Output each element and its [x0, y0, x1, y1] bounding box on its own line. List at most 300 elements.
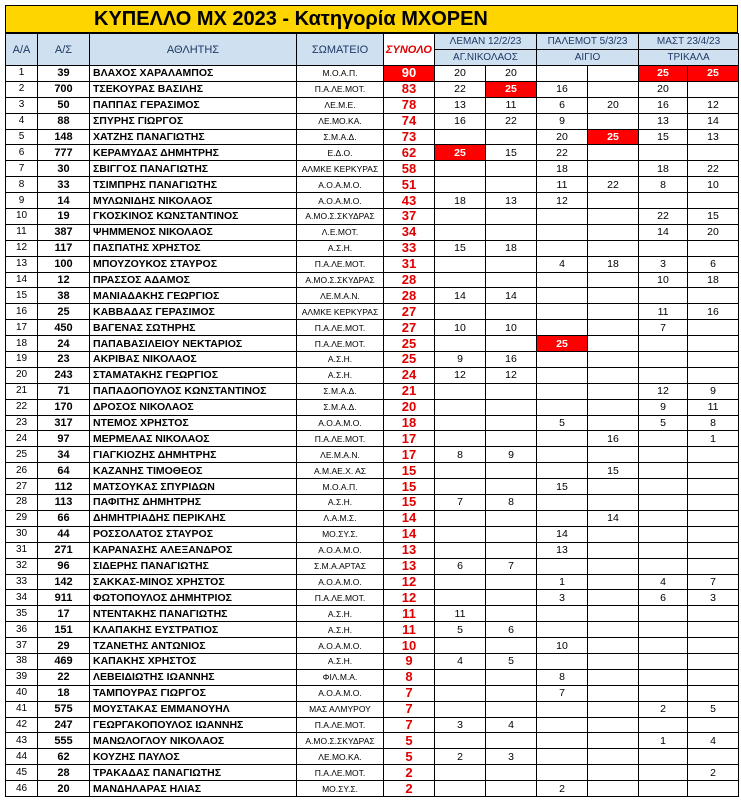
points-cell[interactable]: [588, 542, 639, 558]
points-cell[interactable]: [435, 431, 486, 447]
points-cell[interactable]: [639, 669, 688, 685]
table-row[interactable]: [6, 558, 739, 574]
points-cell[interactable]: [435, 177, 486, 193]
points-cell[interactable]: [588, 367, 639, 383]
points-cell[interactable]: [688, 288, 739, 304]
row-index-cell[interactable]: 19: [6, 352, 38, 368]
points-cell[interactable]: [588, 399, 639, 415]
points-cell[interactable]: 13: [537, 542, 588, 558]
row-index-cell[interactable]: 20: [6, 367, 38, 383]
athlete-name-cell[interactable]: ΔΗΜΗΤΡΙΑΔΗΣ ΠΕΡΙΚΛΗΣ: [90, 510, 297, 526]
points-cell[interactable]: [486, 701, 537, 717]
race-number-cell[interactable]: 71: [38, 383, 90, 399]
race-number-cell[interactable]: 469: [38, 653, 90, 669]
club-cell[interactable]: Π.Α.ΛΕ.ΜΟΤ.: [297, 81, 384, 97]
points-cell[interactable]: [435, 415, 486, 431]
athlete-name-cell[interactable]: ΜΥΛΩΝΙΔΗΣ ΝΙΚΟΛΑΟΣ: [90, 193, 297, 209]
total-points-cell[interactable]: 73: [384, 129, 435, 145]
points-cell[interactable]: 16: [435, 113, 486, 129]
athlete-name-cell[interactable]: ΠΑΠΑΒΑΣΙΛΕΙΟΥ ΝΕΚΤΑΡΙΟΣ: [90, 336, 297, 352]
athlete-name-cell[interactable]: ΓΙΑΓΚΙΟΖΗΣ ΔΗΜΗΤΡΗΣ: [90, 447, 297, 463]
points-cell[interactable]: 2: [537, 781, 588, 797]
race-number-cell[interactable]: 33: [38, 177, 90, 193]
points-cell[interactable]: 14: [486, 288, 537, 304]
points-cell[interactable]: 3: [486, 749, 537, 765]
athlete-name-cell[interactable]: ΒΑΓΕΝΑΣ ΣΩΤΗΡΗΣ: [90, 320, 297, 336]
athlete-name-cell[interactable]: ΠΑΦΙΤΗΣ ΔΗΜΗΤΡΗΣ: [90, 495, 297, 511]
points-cell[interactable]: 10: [537, 638, 588, 654]
race-number-cell[interactable]: 18: [38, 685, 90, 701]
points-cell[interactable]: [486, 463, 537, 479]
points-cell[interactable]: [588, 209, 639, 225]
points-cell[interactable]: [435, 574, 486, 590]
club-cell[interactable]: ΑΛΜΚΕ ΚΕΡΚΥΡΑΣ: [297, 304, 384, 320]
table-row[interactable]: [6, 97, 739, 113]
athlete-name-cell[interactable]: ΤΡΑΚΑΔΑΣ ΠΑΝΑΓΙΩΤΗΣ: [90, 765, 297, 781]
club-cell[interactable]: Α.Σ.Η.: [297, 367, 384, 383]
race-number-cell[interactable]: 30: [38, 161, 90, 177]
points-cell[interactable]: [435, 781, 486, 797]
points-cell[interactable]: [588, 685, 639, 701]
points-cell[interactable]: [435, 209, 486, 225]
row-index-cell[interactable]: 30: [6, 526, 38, 542]
points-cell[interactable]: 3: [639, 256, 688, 272]
race-number-cell[interactable]: 777: [38, 145, 90, 161]
race-number-cell[interactable]: 100: [38, 256, 90, 272]
table-row[interactable]: [6, 590, 739, 606]
athlete-name-cell[interactable]: ΚΑΠΑΚΗΣ ΧΡΗΣΤΟΣ: [90, 653, 297, 669]
points-cell[interactable]: [486, 479, 537, 495]
club-cell[interactable]: Π.Α.ΛΕ.ΜΟΤ.: [297, 336, 384, 352]
header-event-3[interactable]: ΜΑΣΤ 23/4/23: [639, 34, 739, 50]
header-event-2[interactable]: ΠΑΛΕΜΟΤ 5/3/23: [537, 34, 639, 50]
points-cell[interactable]: [537, 224, 588, 240]
total-points-cell[interactable]: 15: [384, 479, 435, 495]
points-cell[interactable]: [435, 336, 486, 352]
row-index-cell[interactable]: 15: [6, 288, 38, 304]
points-cell[interactable]: 8: [486, 495, 537, 511]
row-index-cell[interactable]: 16: [6, 304, 38, 320]
points-cell[interactable]: [688, 336, 739, 352]
points-cell[interactable]: [639, 622, 688, 638]
table-row[interactable]: [6, 352, 739, 368]
points-cell[interactable]: [639, 336, 688, 352]
club-cell[interactable]: Λ.Ε.ΜΟΤ.: [297, 224, 384, 240]
points-cell[interactable]: [688, 638, 739, 654]
total-points-cell[interactable]: 13: [384, 542, 435, 558]
table-row[interactable]: [6, 574, 739, 590]
club-cell[interactable]: Λ.Α.Μ.Σ.: [297, 510, 384, 526]
points-cell[interactable]: 12: [435, 367, 486, 383]
points-cell[interactable]: [639, 606, 688, 622]
athlete-name-cell[interactable]: ΣΤΑΜΑΤΑΚΗΣ ΓΕΩΡΓΙΟΣ: [90, 367, 297, 383]
table-row[interactable]: [6, 193, 739, 209]
points-cell[interactable]: 20: [537, 129, 588, 145]
athlete-name-cell[interactable]: ΜΑΝΔΗΛΑΡΑΣ ΗΛΙΑΣ: [90, 781, 297, 797]
points-cell[interactable]: [588, 526, 639, 542]
points-cell[interactable]: 2: [639, 701, 688, 717]
club-cell[interactable]: Α.ΜΟ.Σ.ΣΚΥΔΡΑΣ: [297, 209, 384, 225]
row-index-cell[interactable]: 22: [6, 399, 38, 415]
points-cell[interactable]: [588, 272, 639, 288]
athlete-name-cell[interactable]: ΜΑΝΙΑΔΑΚΗΣ ΓΕΩΡΓΙΟΣ: [90, 288, 297, 304]
row-index-cell[interactable]: 6: [6, 145, 38, 161]
total-points-cell[interactable]: 17: [384, 447, 435, 463]
points-cell[interactable]: [639, 495, 688, 511]
points-cell[interactable]: 16: [486, 352, 537, 368]
total-points-cell[interactable]: 43: [384, 193, 435, 209]
total-points-cell[interactable]: 83: [384, 81, 435, 97]
points-cell[interactable]: [435, 526, 486, 542]
header-number[interactable]: Α/Σ: [38, 34, 90, 66]
club-cell[interactable]: ΛΕ.ΜΟ.ΚΑ.: [297, 113, 384, 129]
points-cell[interactable]: 13: [639, 113, 688, 129]
table-row[interactable]: [6, 272, 739, 288]
race-number-cell[interactable]: 555: [38, 733, 90, 749]
club-cell[interactable]: Α.Μ.ΑΕ.Χ. ΑΣ: [297, 463, 384, 479]
points-cell[interactable]: [639, 288, 688, 304]
points-cell[interactable]: 25: [639, 66, 688, 82]
points-cell[interactable]: [486, 606, 537, 622]
total-points-cell[interactable]: 90: [384, 66, 435, 82]
race-number-cell[interactable]: 387: [38, 224, 90, 240]
points-cell[interactable]: [688, 717, 739, 733]
points-cell[interactable]: 20: [435, 66, 486, 82]
points-cell[interactable]: [639, 653, 688, 669]
points-cell[interactable]: 5: [435, 622, 486, 638]
points-cell[interactable]: [588, 638, 639, 654]
race-number-cell[interactable]: 88: [38, 113, 90, 129]
points-cell[interactable]: [486, 129, 537, 145]
points-cell[interactable]: 18: [435, 193, 486, 209]
race-number-cell[interactable]: 96: [38, 558, 90, 574]
athlete-name-cell[interactable]: ΛΕΒΕΙΔΙΩΤΗΣ ΙΩΑΝΝΗΣ: [90, 669, 297, 685]
total-points-cell[interactable]: 17: [384, 431, 435, 447]
points-cell[interactable]: [537, 701, 588, 717]
athlete-name-cell[interactable]: ΓΚΟΣΚΙΝΟΣ ΚΩΝΣΤΑΝΤΙΝΟΣ: [90, 209, 297, 225]
row-index-cell[interactable]: 34: [6, 590, 38, 606]
points-cell[interactable]: 14: [588, 510, 639, 526]
points-cell[interactable]: [486, 431, 537, 447]
points-cell[interactable]: 12: [639, 383, 688, 399]
points-cell[interactable]: [588, 113, 639, 129]
total-points-cell[interactable]: 25: [384, 352, 435, 368]
row-index-cell[interactable]: 37: [6, 638, 38, 654]
points-cell[interactable]: [435, 304, 486, 320]
total-points-cell[interactable]: 11: [384, 606, 435, 622]
points-cell[interactable]: 9: [435, 352, 486, 368]
club-cell[interactable]: Π.Α.ΛΕ.ΜΟΤ.: [297, 320, 384, 336]
points-cell[interactable]: 22: [435, 81, 486, 97]
athlete-name-cell[interactable]: ΒΛΑΧΟΣ ΧΑΡΑΛΑΜΠΟΣ: [90, 66, 297, 82]
points-cell[interactable]: 4: [639, 574, 688, 590]
race-number-cell[interactable]: 271: [38, 542, 90, 558]
points-cell[interactable]: 13: [688, 129, 739, 145]
points-cell[interactable]: [486, 161, 537, 177]
points-cell[interactable]: [588, 495, 639, 511]
athlete-name-cell[interactable]: ΑΚΡΙΒΑΣ ΝΙΚΟΛΑΟΣ: [90, 352, 297, 368]
club-cell[interactable]: ΜΟ.ΣΥ.Σ.: [297, 526, 384, 542]
points-cell[interactable]: [639, 193, 688, 209]
points-cell[interactable]: [688, 622, 739, 638]
athlete-name-cell[interactable]: ΠΑΣΠΑΤΗΣ ΧΡΗΣΤΟΣ: [90, 240, 297, 256]
points-cell[interactable]: [688, 669, 739, 685]
table-row[interactable]: [6, 479, 739, 495]
points-cell[interactable]: [537, 383, 588, 399]
points-cell[interactable]: [486, 304, 537, 320]
total-points-cell[interactable]: 2: [384, 765, 435, 781]
total-points-cell[interactable]: 33: [384, 240, 435, 256]
points-cell[interactable]: [486, 542, 537, 558]
points-cell[interactable]: [588, 717, 639, 733]
table-row[interactable]: [6, 320, 739, 336]
table-row[interactable]: [6, 638, 739, 654]
points-cell[interactable]: 20: [688, 224, 739, 240]
points-cell[interactable]: [435, 479, 486, 495]
points-cell[interactable]: 7: [486, 558, 537, 574]
points-cell[interactable]: 15: [537, 479, 588, 495]
table-row[interactable]: [6, 336, 739, 352]
points-cell[interactable]: [537, 272, 588, 288]
header-event-1[interactable]: ΛΕΜΑΝ 12/2/23: [435, 34, 537, 50]
points-cell[interactable]: 9: [486, 447, 537, 463]
points-cell[interactable]: [588, 193, 639, 209]
row-index-cell[interactable]: 21: [6, 383, 38, 399]
row-index-cell[interactable]: 2: [6, 81, 38, 97]
total-points-cell[interactable]: 34: [384, 224, 435, 240]
points-cell[interactable]: [639, 542, 688, 558]
points-cell[interactable]: 4: [486, 717, 537, 733]
points-cell[interactable]: 7: [688, 574, 739, 590]
race-number-cell[interactable]: 117: [38, 240, 90, 256]
points-cell[interactable]: [588, 304, 639, 320]
athlete-name-cell[interactable]: ΤΣΕΚΟΥΡΑΣ ΒΑΣΙΛΗΣ: [90, 81, 297, 97]
club-cell[interactable]: Α.Σ.Η.: [297, 495, 384, 511]
points-cell[interactable]: [688, 145, 739, 161]
points-cell[interactable]: 13: [486, 193, 537, 209]
table-row[interactable]: [6, 129, 739, 145]
row-index-cell[interactable]: 1: [6, 66, 38, 82]
total-points-cell[interactable]: 74: [384, 113, 435, 129]
points-cell[interactable]: [639, 558, 688, 574]
points-cell[interactable]: 11: [486, 97, 537, 113]
points-cell[interactable]: [688, 352, 739, 368]
points-cell[interactable]: 3: [435, 717, 486, 733]
club-cell[interactable]: Α.Ο.Α.Μ.Ο.: [297, 574, 384, 590]
table-row[interactable]: [6, 240, 739, 256]
points-cell[interactable]: 18: [588, 256, 639, 272]
points-cell[interactable]: [486, 256, 537, 272]
club-cell[interactable]: Α.Σ.Η.: [297, 352, 384, 368]
table-row[interactable]: [6, 66, 739, 82]
points-cell[interactable]: [537, 240, 588, 256]
header-venue-2[interactable]: ΑΙΓΙΟ: [537, 50, 639, 66]
points-cell[interactable]: [486, 590, 537, 606]
total-points-cell[interactable]: 27: [384, 304, 435, 320]
points-cell[interactable]: [588, 590, 639, 606]
athlete-name-cell[interactable]: ΜΠΟΥΖΟΥΚΟΣ ΣΤΑΥΡΟΣ: [90, 256, 297, 272]
points-cell[interactable]: [688, 447, 739, 463]
points-cell[interactable]: [588, 240, 639, 256]
table-row[interactable]: [6, 224, 739, 240]
row-index-cell[interactable]: 11: [6, 224, 38, 240]
total-points-cell[interactable]: 14: [384, 526, 435, 542]
points-cell[interactable]: [688, 510, 739, 526]
table-row[interactable]: [6, 463, 739, 479]
points-cell[interactable]: [486, 685, 537, 701]
points-cell[interactable]: [588, 224, 639, 240]
points-cell[interactable]: [486, 765, 537, 781]
race-number-cell[interactable]: 700: [38, 81, 90, 97]
athlete-name-cell[interactable]: ΤΣΙΜΠΡΗΣ ΠΑΝΑΓΙΩΤΗΣ: [90, 177, 297, 193]
athlete-name-cell[interactable]: ΜΕΡΜΕΛΑΣ ΝΙΚΟΛΑΟΣ: [90, 431, 297, 447]
table-row[interactable]: [6, 431, 739, 447]
points-cell[interactable]: [537, 653, 588, 669]
points-cell[interactable]: [588, 288, 639, 304]
points-cell[interactable]: 20: [639, 81, 688, 97]
points-cell[interactable]: [588, 606, 639, 622]
table-row[interactable]: [6, 288, 739, 304]
points-cell[interactable]: [435, 272, 486, 288]
points-cell[interactable]: 5: [639, 415, 688, 431]
points-cell[interactable]: 20: [486, 66, 537, 82]
points-cell[interactable]: [639, 510, 688, 526]
table-row[interactable]: [6, 113, 739, 129]
points-cell[interactable]: 18: [639, 161, 688, 177]
points-cell[interactable]: 22: [486, 113, 537, 129]
points-cell[interactable]: [486, 224, 537, 240]
points-cell[interactable]: [639, 447, 688, 463]
athlete-name-cell[interactable]: ΚΑΡΑΝΑΣΗΣ ΑΛΕΞΑΝΔΡΟΣ: [90, 542, 297, 558]
points-cell[interactable]: [688, 479, 739, 495]
points-cell[interactable]: [639, 463, 688, 479]
points-cell[interactable]: 7: [435, 495, 486, 511]
points-cell[interactable]: [537, 717, 588, 733]
row-index-cell[interactable]: 32: [6, 558, 38, 574]
points-cell[interactable]: 15: [435, 240, 486, 256]
points-cell[interactable]: 22: [639, 209, 688, 225]
race-number-cell[interactable]: 148: [38, 129, 90, 145]
row-index-cell[interactable]: 40: [6, 685, 38, 701]
points-cell[interactable]: [435, 685, 486, 701]
points-cell[interactable]: [588, 66, 639, 82]
points-cell[interactable]: [588, 352, 639, 368]
total-points-cell[interactable]: 62: [384, 145, 435, 161]
points-cell[interactable]: [639, 765, 688, 781]
club-cell[interactable]: Α.Ο.Α.Μ.Ο.: [297, 542, 384, 558]
points-cell[interactable]: [486, 399, 537, 415]
points-cell[interactable]: 3: [688, 590, 739, 606]
club-cell[interactable]: Α.Ο.Α.Μ.Ο.: [297, 638, 384, 654]
race-number-cell[interactable]: 113: [38, 495, 90, 511]
race-number-cell[interactable]: 911: [38, 590, 90, 606]
points-cell[interactable]: [639, 367, 688, 383]
points-cell[interactable]: [588, 81, 639, 97]
total-points-cell[interactable]: 28: [384, 288, 435, 304]
points-cell[interactable]: 4: [688, 733, 739, 749]
total-points-cell[interactable]: 28: [384, 272, 435, 288]
race-number-cell[interactable]: 50: [38, 97, 90, 113]
total-points-cell[interactable]: 12: [384, 574, 435, 590]
points-cell[interactable]: [486, 272, 537, 288]
points-cell[interactable]: [688, 781, 739, 797]
points-cell[interactable]: [688, 320, 739, 336]
athlete-name-cell[interactable]: ΚΕΡΑΜΥΔΑΣ ΔΗΜΗΤΡΗΣ: [90, 145, 297, 161]
athlete-name-cell[interactable]: ΠΑΠΑΔΟΠΟΥΛΟΣ ΚΩΝΣΤΑΝΤΙΝΟΣ: [90, 383, 297, 399]
points-cell[interactable]: 16: [537, 81, 588, 97]
points-cell[interactable]: 15: [688, 209, 739, 225]
points-cell[interactable]: [688, 463, 739, 479]
row-index-cell[interactable]: 10: [6, 209, 38, 225]
header-venue-1[interactable]: ΑΓ.ΝΙΚΟΛΑΟΣ: [435, 50, 537, 66]
athlete-name-cell[interactable]: ΣΒΙΓΓΟΣ ΠΑΝΑΓΙΩΤΗΣ: [90, 161, 297, 177]
row-index-cell[interactable]: 12: [6, 240, 38, 256]
points-cell[interactable]: [639, 352, 688, 368]
table-row[interactable]: [6, 367, 739, 383]
club-cell[interactable]: ΜΑΣ ΑΛΜΥΡΟΥ: [297, 701, 384, 717]
total-points-cell[interactable]: 5: [384, 749, 435, 765]
points-cell[interactable]: [639, 749, 688, 765]
row-index-cell[interactable]: 4: [6, 113, 38, 129]
points-cell[interactable]: [537, 765, 588, 781]
points-cell[interactable]: [688, 685, 739, 701]
race-number-cell[interactable]: 170: [38, 399, 90, 415]
points-cell[interactable]: [486, 781, 537, 797]
club-cell[interactable]: Α.Ο.Α.Μ.Ο.: [297, 685, 384, 701]
points-cell[interactable]: 10: [639, 272, 688, 288]
club-cell[interactable]: Α.Σ.Η.: [297, 606, 384, 622]
header-aa[interactable]: Α/Α: [6, 34, 38, 66]
total-points-cell[interactable]: 10: [384, 638, 435, 654]
athlete-name-cell[interactable]: ΣΙΔΕΡΗΣ ΠΑΝΑΓΙΩΤΗΣ: [90, 558, 297, 574]
points-cell[interactable]: 18: [486, 240, 537, 256]
points-cell[interactable]: [588, 383, 639, 399]
table-row[interactable]: [6, 304, 739, 320]
athlete-name-cell[interactable]: ΓΕΩΡΓΑΚΟΠΟΥΛΟΣ ΙΩΑΝΝΗΣ: [90, 717, 297, 733]
points-cell[interactable]: 4: [435, 653, 486, 669]
club-cell[interactable]: Α.ΜΟ.Σ.ΣΚΥΔΡΑΣ: [297, 272, 384, 288]
points-cell[interactable]: [639, 145, 688, 161]
row-index-cell[interactable]: 27: [6, 479, 38, 495]
total-points-cell[interactable]: 7: [384, 685, 435, 701]
points-cell[interactable]: [435, 161, 486, 177]
points-cell[interactable]: [588, 336, 639, 352]
club-cell[interactable]: Α.Σ.Η.: [297, 653, 384, 669]
points-cell[interactable]: [435, 256, 486, 272]
total-points-cell[interactable]: 14: [384, 510, 435, 526]
row-index-cell[interactable]: 42: [6, 717, 38, 733]
row-index-cell[interactable]: 31: [6, 542, 38, 558]
points-cell[interactable]: [537, 431, 588, 447]
points-cell[interactable]: [537, 749, 588, 765]
points-cell[interactable]: [639, 717, 688, 733]
total-points-cell[interactable]: 5: [384, 733, 435, 749]
row-index-cell[interactable]: 18: [6, 336, 38, 352]
points-cell[interactable]: [588, 669, 639, 685]
points-cell[interactable]: 5: [486, 653, 537, 669]
points-cell[interactable]: 4: [537, 256, 588, 272]
row-index-cell[interactable]: 43: [6, 733, 38, 749]
race-number-cell[interactable]: 243: [38, 367, 90, 383]
points-cell[interactable]: [537, 304, 588, 320]
points-cell[interactable]: 14: [639, 224, 688, 240]
row-index-cell[interactable]: 7: [6, 161, 38, 177]
race-number-cell[interactable]: 247: [38, 717, 90, 733]
race-number-cell[interactable]: 25: [38, 304, 90, 320]
points-cell[interactable]: [588, 161, 639, 177]
race-number-cell[interactable]: 66: [38, 510, 90, 526]
club-cell[interactable]: ΜΟ.ΣΥ.Σ.: [297, 781, 384, 797]
